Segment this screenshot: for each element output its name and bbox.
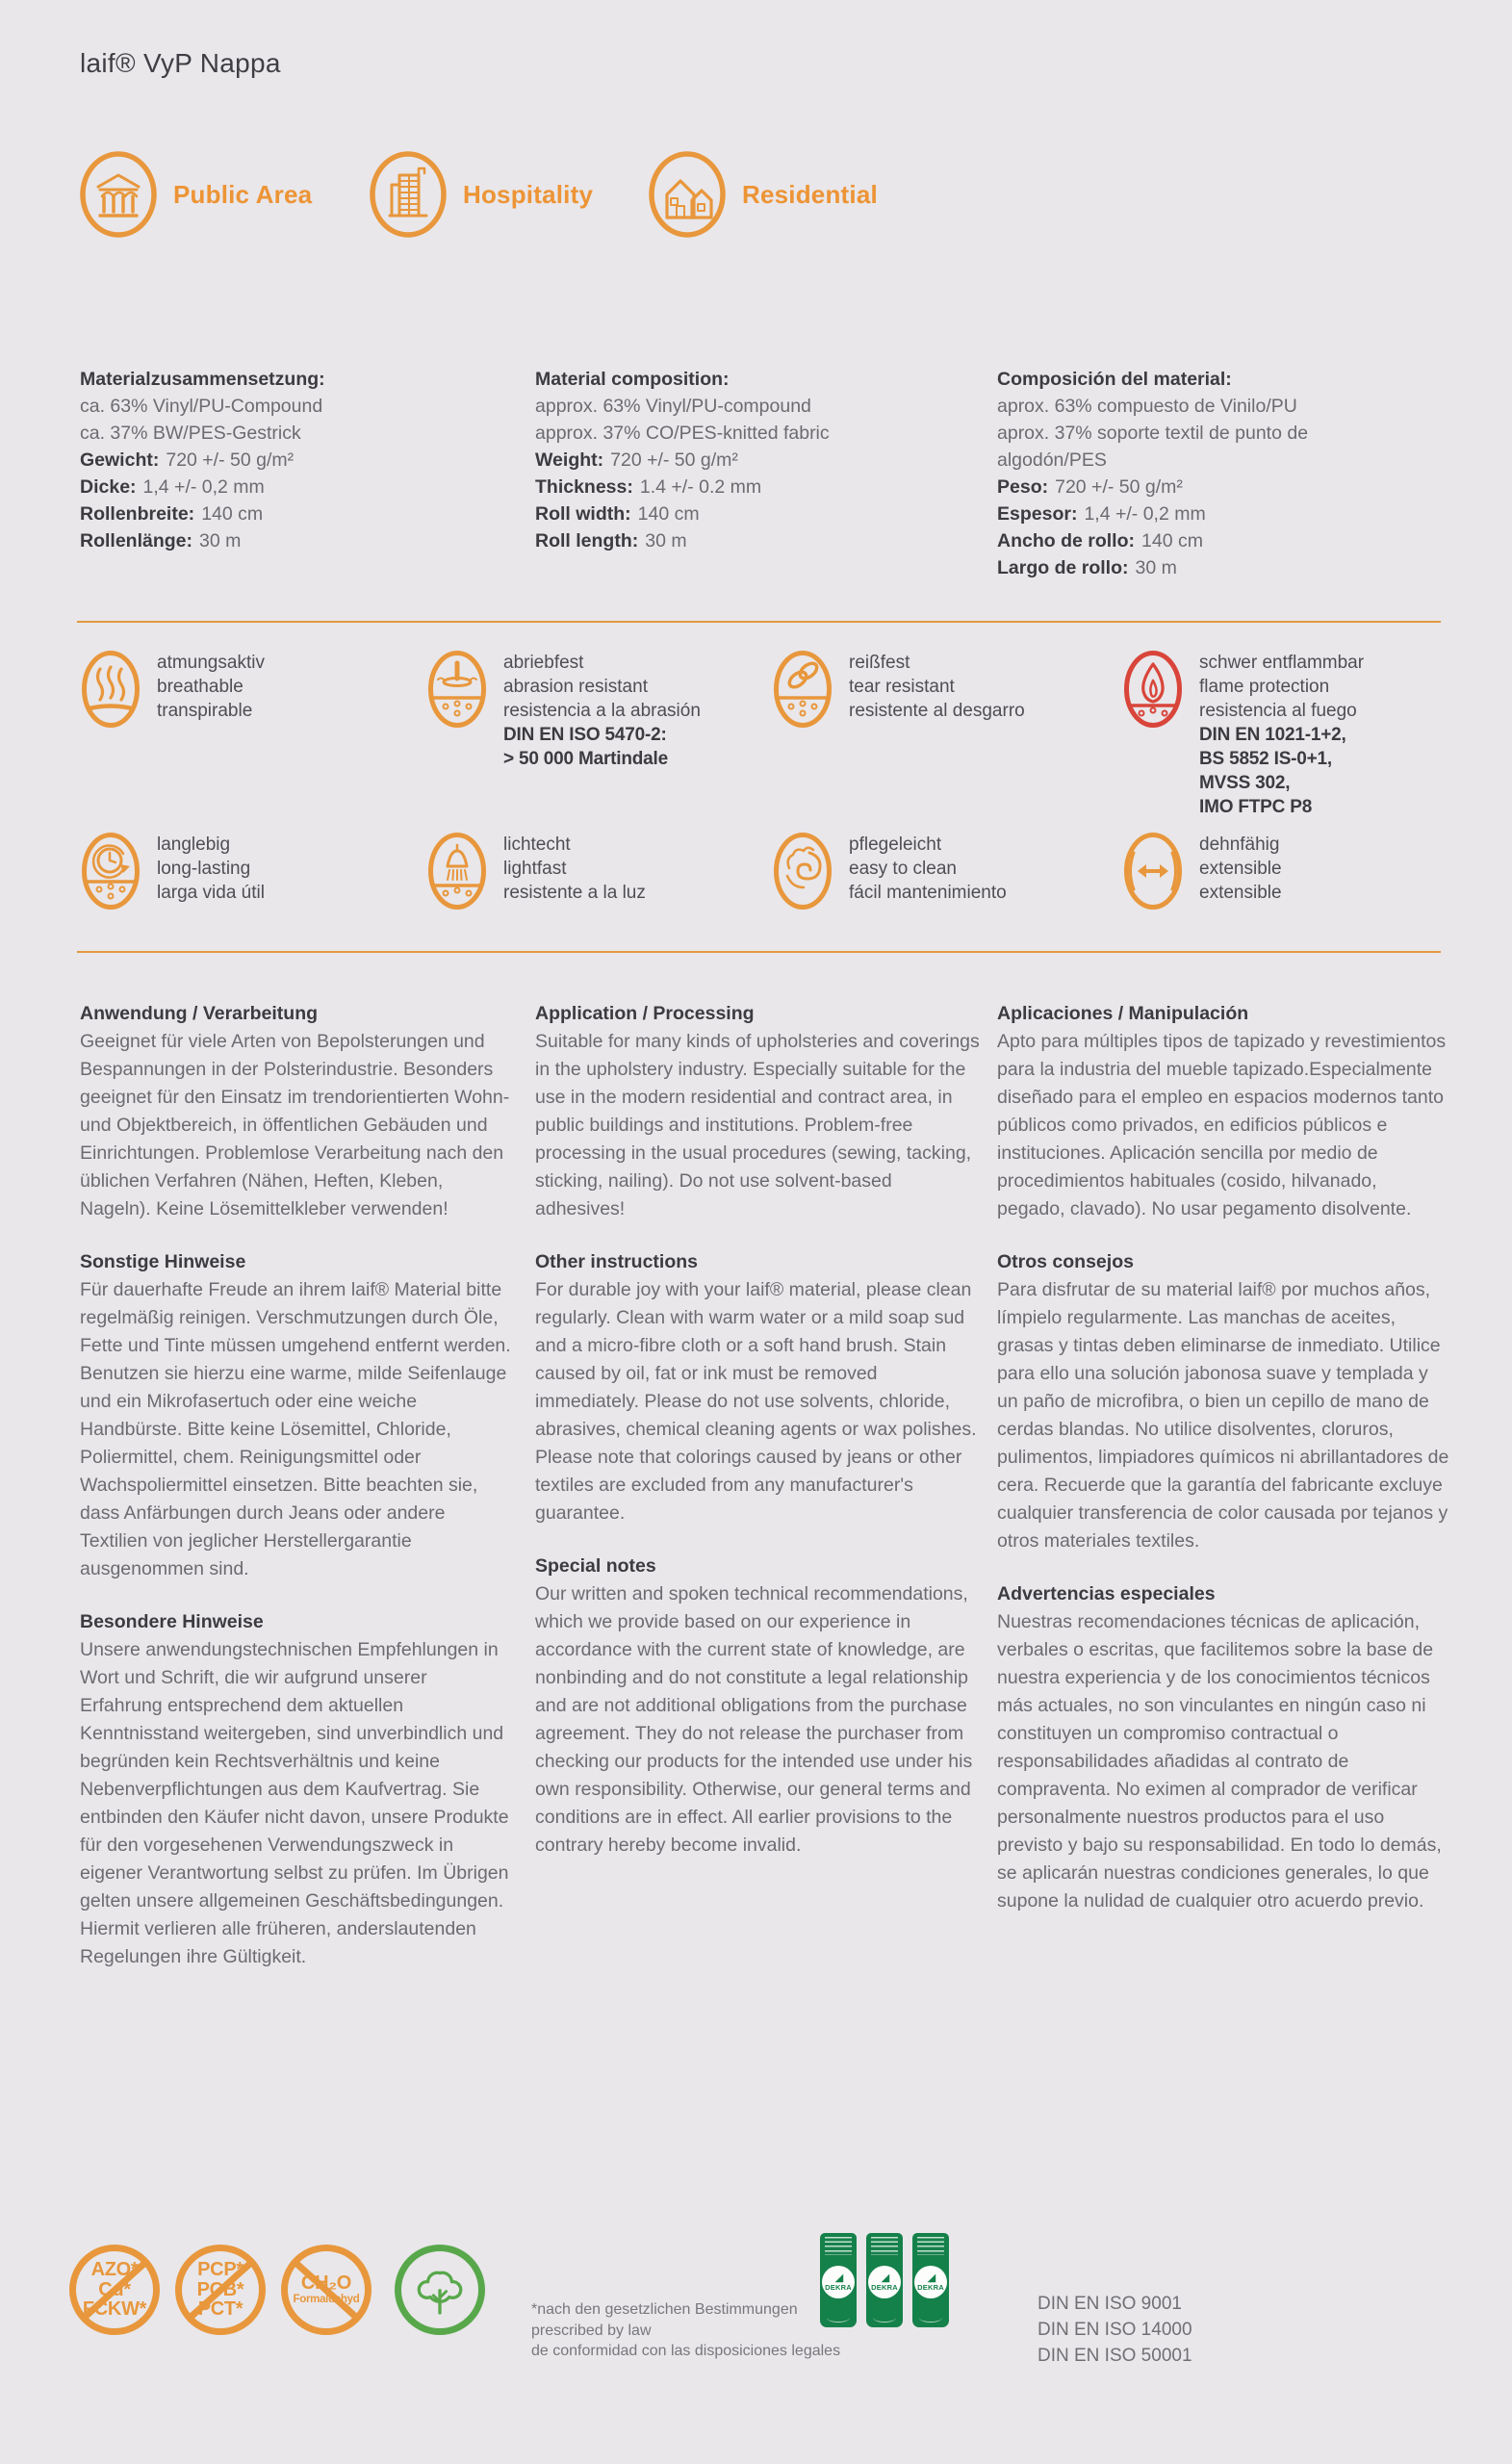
property-easy-to-clean	[773, 832, 1007, 911]
spec-row	[80, 527, 513, 554]
dekra-arrow-icon	[879, 2272, 891, 2283]
property-label-de: atmungsaktiv	[157, 653, 265, 673]
spec-label: Gewicht:	[80, 449, 160, 471]
property-standard: DIN EN ISO 5470-2:	[503, 725, 667, 745]
ban-line: Cd*	[98, 2278, 131, 2300]
wiping-hand-icon	[773, 832, 833, 911]
property-label-en: lightfast	[503, 859, 567, 879]
spec-value: 1.4 +/- 0.2 mm	[639, 476, 762, 498]
dekra-seal-iso14000	[866, 2233, 903, 2327]
spec-label: Weight:	[535, 449, 604, 471]
property-label-es: resistente al desgarro	[849, 701, 1025, 721]
spec-value: 1,4 +/- 0,2 mm	[142, 476, 265, 498]
section-heading: Special notes	[535, 1555, 656, 1577]
spec-value: 140 cm	[637, 503, 700, 525]
section-body: Para disfrutar de su material laif® por muchos años, límpielo regularmente. Las manchas de aceites, grasas y tintas deben eliminarse de inmediato. Utilice para ello una solución jabonosa suave y templada y un paño de microfibra, o bien un cepillo de mano de cerdas blandas. No utilice disolventes, cloruros, pulimentos, limpiadores químicos ni abrillantadores de cera. Recuerde que la garantía del fabricante excluye cualquier transferencia de color causada por tejanos y otros materiales textiles.	[997, 1279, 1449, 1552]
property-label-de: abriebfest	[503, 653, 584, 673]
spec-label: Ancho de rollo:	[997, 530, 1135, 552]
property-label-en: long-lasting	[157, 859, 251, 879]
property-flame-protection	[1123, 650, 1364, 819]
tree-glyph	[412, 2260, 468, 2320]
dekra-arrow-icon	[833, 2272, 845, 2283]
spec-label: Rollenbreite:	[80, 503, 195, 525]
property-label-es: transpirable	[157, 701, 253, 721]
property-label-en: tear resistant	[849, 677, 955, 697]
spec-row	[997, 527, 1421, 554]
spec-row: ca. 63% Vinyl/PU-Compound	[80, 396, 323, 417]
spec-row	[80, 474, 513, 500]
property-label-es: resistencia al fuego	[1199, 701, 1357, 721]
lamp-icon	[427, 832, 487, 911]
section-body: Nuestras recomendaciones técnicas de aplicación, verbales o escritas, que facilitemos sobre la base de nuestra experiencia y de los conocimientos técnicos más actuales, no son vinculantes en ningún caso ni constituyen un compromiso contractual o responsabilidades añadidas al contrato de compraventa. No eximen al comprador de verificar personalmente nuestros productos para el uso previsto y bajo su responsabilidad. En todo lo demás, se aplicarán nuestras condiciones generales, lo que supone la nulidad de cualquier otro acuerdo previo.	[997, 1611, 1442, 1912]
dekra-label: DEKRA	[871, 2283, 898, 2292]
abrasion-tool-icon	[427, 650, 487, 729]
ban-line: PCP*	[197, 2259, 243, 2281]
property-lightfast	[427, 832, 646, 911]
section-body: Unsere anwendungstechnischen Empfehlungen in Wort und Schrift, die wir aufgrund unserer Erfahrung entsprechend dem aktuellen Kenntnisstand weitergeben, sind unverbindlich und begründen kein Rechtsverhältnis und keine Nebenverpflichtungen aus dem Kaufvertrag. Sie entbinden den Käufer nicht davon, unsere Produkte für den vorgesehenen Verwendungszweck in eigener Verantwortung selbst zu prüfen. Im Übrigen gelten unsere allgemeinen Geschäftsbedingungen. Hiermit verlieren alle früheren, anderslautenden Regelungen ihre Gültigkeit.	[80, 1639, 509, 1967]
dekra-seal-header	[825, 2237, 852, 2255]
property-label-de: langlebig	[157, 834, 231, 855]
property-label-de: pflegeleicht	[849, 834, 942, 855]
divider	[77, 621, 1441, 623]
spec-row	[997, 554, 1421, 581]
spec-value: 1,4 +/- 0,2 mm	[1084, 503, 1206, 525]
section-heading: Otros consejos	[997, 1251, 1134, 1272]
spec-row: approx. 37% CO/PES-knitted fabric	[535, 423, 830, 444]
no-azo-icon	[69, 2245, 160, 2335]
section-body: For durable joy with your laif® material, please clean regularly. Clean with warm water or a mild soap sud and a micro-fibre cloth or a soft hand brush. Stain caused by oil, fat or ink must be removed immediately. Please do not use solvents, chloride, abrasives, chemical cleaning agents or wax polishes. Please note that colorings caused by jeans or other textiles are excluded from any manufacturer's guarantee.	[535, 1279, 977, 1524]
ban-line: AZO*	[90, 2259, 139, 2281]
iso-cert-line: DIN EN ISO 50001	[1038, 2346, 1192, 2366]
spec-value: 140 cm	[1141, 530, 1203, 552]
section-heading: Application / Processing	[535, 1003, 755, 1024]
section-heading: Other instructions	[535, 1251, 699, 1272]
spec-label: Roll length:	[535, 530, 639, 552]
spec-heading: Composición del material:	[997, 369, 1232, 390]
section-body: Suitable for many kinds of upholsteries and coverings in the upholstery industry. Especially suitable for the use in the modern residential and contract area, in public buildings and institutions. Problem-free processing in the usual procedures (sewing, tacking, sticking, nailing). Do not use solvent-based adhesives!	[535, 1031, 980, 1219]
iso-cert-line: DIN EN ISO 14000	[1038, 2320, 1192, 2340]
spec-row: approx. 63% Vinyl/PU-compound	[535, 396, 811, 417]
legal-note-es: de conformidad con las disposiciones legales	[531, 2343, 841, 2359]
chain-link-icon	[773, 650, 833, 729]
property-label-de: schwer entflammbar	[1199, 653, 1365, 673]
property-label-en: extensible	[1199, 859, 1282, 879]
clock-arrow-icon	[81, 832, 141, 911]
property-label-de: dehnfähig	[1199, 834, 1280, 855]
property-standard: IMO FTPC P8	[1199, 797, 1313, 817]
spec-row: ca. 37% BW/PES-Gestrick	[80, 423, 301, 444]
property-standard: > 50 000 Martindale	[503, 749, 668, 769]
spec-row	[997, 474, 1421, 500]
text-column-es	[997, 1003, 1449, 1943]
spec-column-es	[997, 366, 1421, 581]
spec-row: aprox. 63% compuesto de Vinilo/PU	[997, 396, 1297, 417]
spec-value: 720 +/- 50 g/m²	[166, 449, 295, 471]
section-body: Geeignet für viele Arten von Bepolsterungen und Bespannungen in der Polsterindustrie. Besonders geeignet für den Einsatz im trendorientierten Wohn- und Objektbereich, in öffentlichen Gebäuden und Einrichtungen. Problemlose Verarbeitung nach den üblichen Verfahren (Nähen, Heften, Kleben, Nageln). Keine Lösemittelkleber verwenden!	[80, 1031, 510, 1219]
spec-row	[535, 527, 978, 554]
spec-label: Dicke:	[80, 476, 137, 498]
public-area-building-icon	[79, 150, 158, 239]
dekra-seal-iso9001	[820, 2233, 857, 2327]
spec-label: Largo de rollo:	[997, 557, 1129, 578]
dekra-label: DEKRA	[825, 2283, 852, 2292]
property-label-en: abrasion resistant	[503, 677, 648, 697]
property-abrasion-resistant	[427, 650, 701, 771]
spec-row: aprox. 37% soporte textil de punto de algodón/PES	[997, 423, 1309, 471]
property-tear-resistant	[773, 650, 1025, 729]
legal-note	[531, 2299, 840, 2362]
section-body: Apto para múltiples tipos de tapizado y revestimientos para la industria del mueble tapizado.Especialmente diseñado para el empleo en espacios modernos tanto públicos como privados, en edificios públicos e instituciones. Aplicación sencilla por medio de procedimientos habituales (cosido, hilvanado, pegado, clavado). No usar pegamento disolvente.	[997, 1031, 1447, 1219]
dekra-seal-header	[917, 2237, 944, 2255]
spec-row	[997, 500, 1421, 527]
property-standard: DIN EN 1021-1+2,	[1199, 725, 1346, 745]
legal-note-de: *nach den gesetzlichen Bestimmungen	[531, 2301, 798, 2318]
iso-certifications	[1038, 2291, 1192, 2369]
double-arrow-icon	[1123, 832, 1183, 911]
usage-hospitality	[369, 150, 593, 239]
spec-row	[80, 500, 513, 527]
spec-value: 720 +/- 50 g/m²	[610, 449, 738, 471]
dekra-seal-footer	[873, 2313, 896, 2323]
property-standard: MVSS 302,	[1199, 773, 1291, 793]
section-heading: Advertencias especiales	[997, 1583, 1216, 1604]
spec-value: 30 m	[645, 530, 687, 552]
property-label-es: fácil mantenimiento	[849, 883, 1007, 903]
dekra-seal-header	[871, 2237, 898, 2255]
property-label-de: lichtecht	[503, 834, 571, 855]
dekra-seal-iso50001	[912, 2233, 949, 2327]
spec-label: Roll width:	[535, 503, 631, 525]
spec-label: Peso:	[997, 476, 1049, 498]
page-title: laif® VyP Nappa	[80, 48, 281, 78]
property-long-lasting	[81, 832, 265, 911]
section-heading: Aplicaciones / Manipulación	[997, 1003, 1249, 1024]
ban-line: Formaldehyd	[293, 2293, 360, 2305]
dekra-seal-footer	[919, 2313, 942, 2323]
spec-column-en	[535, 366, 978, 554]
dekra-seal-footer	[827, 2313, 850, 2323]
spec-value: 30 m	[1135, 557, 1177, 578]
property-label-en: easy to clean	[849, 859, 957, 879]
usage-label: Residential	[742, 179, 878, 209]
section-body: Für dauerhafte Freude an ihrem laif® Material bitte regelmäßig reinigen. Verschmutzungen durch Öle, Fette und Tinte müssen umgehend entfernt werden. Benutzen sie hierzu eine warme, milde Seifenlauge und ein Mikrofasertuch oder eine weiche Handbürste. Bitte keine Lösemittel, Chloride, Poliermittel, chem. Reinigungsmittel oder Wachspoliermittel einsetzen. Bitte beachten sie, dass Anfärbungen durch Jeans oder andere Textilien von jeglicher Herstellergarantie ausgenommen sind.	[80, 1279, 511, 1579]
ban-line: CH₂O	[300, 2272, 352, 2295]
hospitality-building-icon	[369, 150, 448, 239]
usage-label: Hospitality	[463, 179, 594, 209]
residential-houses-icon	[648, 150, 727, 239]
property-label-es: resistente a la luz	[503, 883, 646, 903]
property-breathable	[81, 650, 265, 729]
spec-heading: Materialzusammensetzung:	[80, 369, 325, 390]
spec-row	[80, 447, 513, 474]
property-label-de: reißfest	[849, 653, 910, 673]
text-column-en	[535, 1003, 980, 1887]
spec-value: 720 +/- 50 g/m²	[1055, 476, 1183, 498]
property-label-es: resistencia a la abrasión	[503, 701, 701, 721]
spec-label: Thickness:	[535, 476, 633, 498]
spec-value: 30 m	[199, 530, 242, 552]
usage-label: Public Area	[173, 179, 313, 209]
property-label-es: larga vida útil	[157, 883, 265, 903]
usage-public-area	[79, 150, 312, 239]
no-formaldehyde-icon	[281, 2245, 372, 2335]
ban-line: PCB*	[196, 2278, 244, 2300]
legal-note-en: prescribed by law	[531, 2322, 652, 2339]
dekra-label: DEKRA	[917, 2283, 944, 2292]
spec-label: Rollenlänge:	[80, 530, 193, 552]
spec-column-de	[80, 366, 513, 554]
spec-heading: Material composition:	[535, 369, 730, 390]
spec-value: 140 cm	[201, 503, 264, 525]
property-standard: BS 5852 IS-0+1,	[1199, 749, 1333, 769]
steam-icon	[81, 650, 141, 729]
property-label-en: flame protection	[1199, 677, 1330, 697]
usage-residential	[648, 150, 878, 239]
property-label-en: breathable	[157, 677, 243, 697]
tree-icon	[395, 2245, 485, 2335]
section-heading: Sonstige Hinweise	[80, 1251, 246, 1272]
spec-row	[535, 447, 978, 474]
section-heading: Besondere Hinweise	[80, 1611, 264, 1632]
text-column-de	[80, 1003, 513, 1999]
dekra-arrow-icon	[925, 2272, 937, 2283]
divider	[77, 951, 1441, 953]
ban-line: FCKW*	[82, 2298, 147, 2321]
flame-icon	[1123, 650, 1183, 729]
section-heading: Anwendung / Verarbeitung	[80, 1003, 319, 1024]
property-extensible	[1123, 832, 1282, 911]
spec-row	[535, 474, 978, 500]
ban-line: PCT*	[197, 2298, 243, 2321]
iso-cert-line: DIN EN ISO 9001	[1038, 2294, 1182, 2314]
spec-row	[535, 500, 978, 527]
section-body: Our written and spoken technical recommendations, which we provide based on our experience in accordance with the current state of knowledge, are nonbinding and do not constitute a legal relationship and are not additional obligations from the purchase agreement. They do not release the purchaser from checking our products for the intended use under his own responsibility. Otherwise, our general terms and conditions are in effect. All earlier provisions to the contrary hereby become invalid.	[535, 1583, 973, 1856]
no-pcp-icon	[175, 2245, 266, 2335]
property-label-es: extensible	[1199, 883, 1282, 903]
spec-label: Espesor:	[997, 503, 1078, 525]
